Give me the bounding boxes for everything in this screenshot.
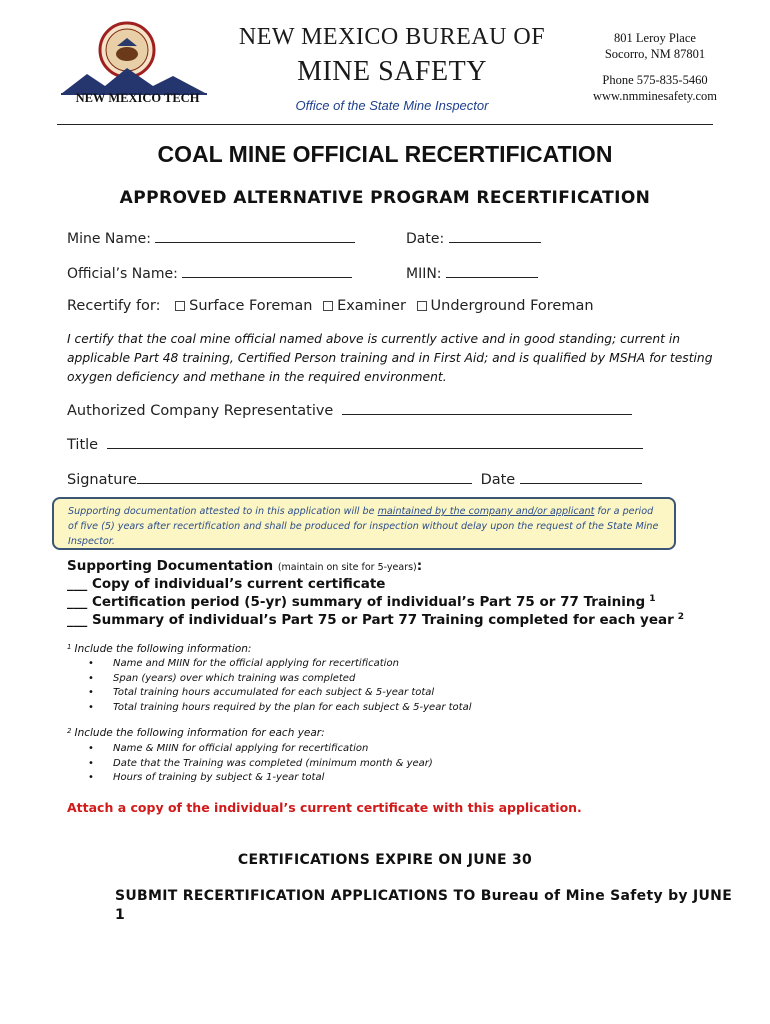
rep-label: Authorized Company Representative <box>67 403 334 419</box>
item-checkline[interactable]: ___ <box>67 612 88 628</box>
list-item: • Date that the Training was completed (minimum month & year) <box>88 757 433 769</box>
item-text: Certification period (5-yr) summary of individual’s Part 75 or 77 Training <box>91 594 646 610</box>
supporting-heading-text: Supporting Documentation <box>67 558 274 574</box>
miin-row <box>406 263 538 282</box>
header-divider <box>57 124 713 125</box>
supporting-heading-colon: : <box>416 558 423 574</box>
official-name-field[interactable] <box>182 263 352 278</box>
footnote2-heading <box>67 727 325 739</box>
item-checkline[interactable]: ___ <box>67 576 88 592</box>
supporting-item <box>67 594 655 610</box>
phone: Phone 575-835-5460 <box>602 73 708 87</box>
supporting-item <box>67 576 385 592</box>
bureau-title: NEW MEXICO BUREAU OF <box>238 24 546 50</box>
website: www.nmminesafety.com <box>592 89 718 103</box>
title-field[interactable] <box>107 434 643 449</box>
footnote-ref: 2 <box>677 612 685 622</box>
footnote1-list <box>88 657 471 715</box>
supporting-heading <box>67 558 422 574</box>
footnote1-heading-text: Include the following information: <box>74 643 252 655</box>
signature-label: Signature <box>67 472 137 488</box>
footnote2-marker: 2 <box>67 727 72 735</box>
rep-row <box>67 400 632 419</box>
date-label: Date: <box>406 231 445 247</box>
item-text: Copy of individual’s current certificate <box>91 576 386 592</box>
footnote1-heading <box>67 643 251 655</box>
miin-field[interactable] <box>446 263 538 278</box>
surface-foreman-label: Surface Foreman <box>189 298 313 314</box>
address-line1: 801 Leroy Place <box>614 31 696 45</box>
signature-field[interactable] <box>137 469 472 484</box>
notice-text-2: for a period of five (5) years after recertification and shall be produced for inspection without delay upon the request of the State Mine Inspector. <box>68 506 659 547</box>
footnote2-list <box>88 742 433 786</box>
sig-date-label: Date <box>480 472 516 488</box>
recertify-label: Recertify for: <box>67 298 161 314</box>
notice-text-1: Supporting documentation attested to in this application will be <box>68 506 378 517</box>
examiner-checkbox[interactable] <box>323 301 333 311</box>
underground-foreman-label: Underground Foreman <box>430 298 594 314</box>
date-field[interactable] <box>449 228 541 243</box>
footnote1-marker: 1 <box>67 643 72 651</box>
sig-date-field[interactable] <box>520 469 642 484</box>
certification-statement: I certify that the coal mine official named above is currently active and in good standing; current in applicable Part 48 training, Certified Person training and in First Aid; and is qualified by MSHA for testing oxygen deficiency and methane in the required environment. <box>67 332 713 384</box>
examiner-label: Examiner <box>337 298 406 314</box>
footnote2-heading-text: Include the following information for each year: <box>74 727 325 739</box>
form-subtitle: APPROVED ALTERNATIVE PROGRAM RECERTIFICATION <box>119 188 651 208</box>
mine-name-row <box>67 228 355 247</box>
rep-field[interactable] <box>342 400 632 415</box>
list-item: • Name and MIIN for the official applying for recertification <box>88 658 399 669</box>
office-label: Office of the State Mine Inspector <box>295 98 489 113</box>
attach-warning: Attach a copy of the individual’s current certificate with this application. <box>67 800 582 815</box>
nm-tech-logo <box>57 12 217 112</box>
underground-foreman-checkbox[interactable] <box>417 301 427 311</box>
recertify-row <box>67 298 594 314</box>
logo-text: NEW MEXICO TECH <box>75 91 200 105</box>
list-item: • Total training hours required by the plan for each subject & 5-year total <box>88 701 472 713</box>
miin-label: MIIN: <box>406 266 442 282</box>
address-line2: Socorro, NM 87801 <box>604 47 706 61</box>
supporting-item <box>67 612 684 628</box>
documentation-notice <box>52 497 676 550</box>
list-item: • Hours of training by subject & 1-year total <box>88 772 325 784</box>
official-name-row <box>67 263 352 282</box>
signature-row <box>67 469 642 488</box>
title-row <box>67 434 643 453</box>
official-name-label: Official’s Name: <box>67 266 178 282</box>
mine-name-field[interactable] <box>155 228 355 243</box>
form-title: COAL MINE OFFICIAL RECERTIFICATION <box>157 141 613 167</box>
list-item: • Name & MIIN for official applying for recertification <box>88 743 369 754</box>
mine-name-label: Mine Name: <box>67 231 151 247</box>
footnote-ref: 1 <box>649 594 656 604</box>
list-item: • Span (years) over which training was completed <box>88 672 356 684</box>
bureau-subtitle: MINE SAFETY <box>297 56 487 87</box>
list-item: • Total training hours accumulated for each subject & 5-year total <box>88 687 435 699</box>
notice-underlined: maintained by the company and/or applicant <box>377 506 595 517</box>
submission-note: SUBMIT RECERTIFICATION APPLICATIONS TO Bureau of Mine Safety by JUNE 1 <box>115 888 733 923</box>
address-block <box>575 30 735 104</box>
item-checkline[interactable]: ___ <box>67 594 88 610</box>
supporting-heading-note: (maintain on site for 5-years) <box>277 562 417 573</box>
expiration-note: CERTIFICATIONS EXPIRE ON JUNE 30 <box>237 852 533 868</box>
title-label: Title <box>67 437 99 453</box>
item-text: Summary of individual’s Part 75 or Part 77 Training completed for each year <box>91 612 674 628</box>
surface-foreman-checkbox[interactable] <box>175 301 185 311</box>
date-row <box>406 228 541 247</box>
